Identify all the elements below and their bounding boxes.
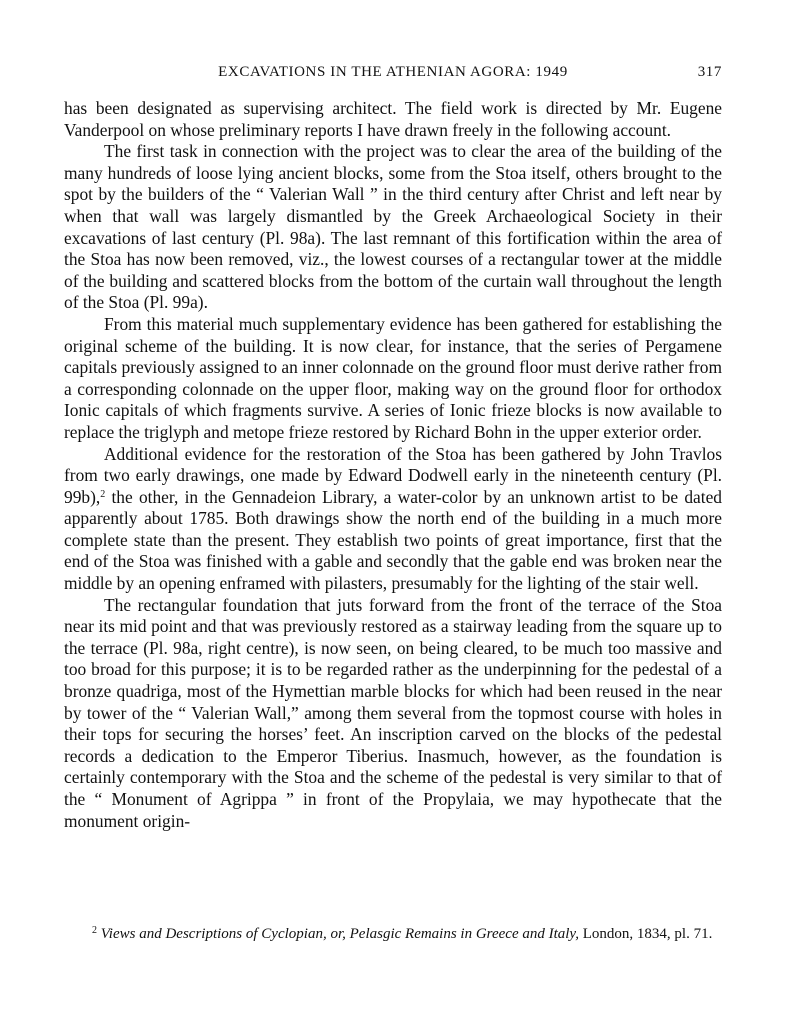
paragraph-text: Additional evidence for the restoration of the Stoa has been gathered by John Travlos from two early drawings, one made by Edward Dodwell early in the nineteenth century (Pl. 99b),: [64, 443, 722, 507]
body-text: [64, 98, 722, 832]
page-number: 317: [697, 64, 722, 80]
footnote-marker: 2: [92, 925, 97, 936]
paragraph: [64, 444, 722, 595]
paragraph-text: the other, in the Gennadeion Library, a water-color by an unknown artist to be dated apparently about 1785. Both drawings show the north end of the building in a much more complete state than the present. They establish two points of great importance, first that the end of the Stoa was finished with a gable and secondly that the gable end was broken near the middle by an opening enframed with pilasters, presumably for the lighting of the stair well.: [64, 486, 722, 594]
running-head: [64, 64, 722, 84]
footnote-reference[interactable]: 2: [100, 488, 106, 500]
paragraph: The rectangular foundation that juts forward from the front of the terrace of the Stoa near its mid point and that was previously restored as a stairway leading from the square up to the terrace (Pl. 98a, right centre), is now seen, on being cleared, to be much too massive and too broad for this purpose; it is to be regarded rather as the underpinning for the pedestal of a bronze quadriga, most of the Hymettian marble blocks for which had been reused in the near by tower of the “ Valerian Wall,” among them several from the topmost course with holes in their tops for securing the horses’ feet. An inscription carved on the blocks of the pedestal records a dedication to the Emperor Tiberius. Inasmuch, however, as the foundation is certainly contemporary with the Stoa and the scheme of the pedestal is very similar to that of the “ Monument of Agrippa ” in front of the Propylaia, we may hypothecate that the monument origin-: [64, 594, 722, 831]
footnote-citation: London, 1834, pl. 71.: [579, 926, 713, 942]
paragraph-continued: has been designated as supervising architect. The field work is directed by Mr. Eugene Vanderpool on whose preliminary reports I have drawn freely in the following account.: [64, 98, 722, 140]
paragraph: From this material much supplementary evidence has been gathered for establishing the original scheme of the building. It is now clear, for instance, that the series of Pergamene capitals previously assigned to an inner colonnade on the ground floor must derive rather from a corresponding colonnade on the upper floor, making way on the ground floor for orthodox Ionic capitals of which fragments survive. A series of Ionic frieze blocks is now available to replace the triglyph and metope frieze restored by Richard Bohn in the upper exterior order.: [64, 313, 722, 442]
footnote: [64, 924, 722, 944]
footnote-title: Views and Descriptions of Cyclopian, or, Pelasgic Remains in Greece and Italy,: [100, 926, 580, 942]
running-title: EXCAVATIONS IN THE ATHENIAN AGORA: 1949: [218, 64, 568, 80]
paragraph: The first task in connection with the project was to clear the area of the building of the many hundreds of loose lying ancient blocks, some from the Stoa itself, others brought to the spot by the builders of the “ Valerian Wall ” in the third century after Christ and left near by when that wall was largely dismantled by the Greek Archaeological Society in their excavations of last century (Pl. 98a). The last remnant of this fortification within the area of the Stoa has now been removed, viz., the lowest courses of a rectangular tower at the middle of the building and scattered blocks from the bottom of the curtain wall throughout the length of the Stoa (Pl. 99a).: [64, 141, 722, 313]
